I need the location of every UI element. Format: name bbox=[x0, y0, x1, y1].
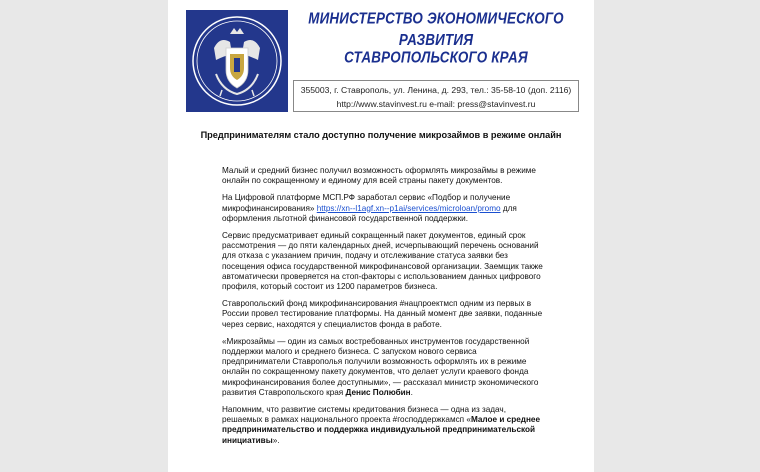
document-page bbox=[168, 0, 594, 472]
ministry-name-line1: МИНИСТЕРСТВО ЭКОНОМИЧЕСКОГО РАЗВИТИЯ bbox=[308, 9, 564, 49]
article-title: Предпринимателям стало доступно получение микрозаймов в режиме онлайн bbox=[200, 130, 562, 140]
minister-name: Денис Полюбин bbox=[345, 387, 411, 397]
paragraph bbox=[222, 193, 547, 224]
contacts-line: http://www.stavinvest.ru e-mail: press@stavinvest.ru bbox=[336, 99, 536, 109]
address-box bbox=[293, 80, 579, 112]
coat-of-arms-emblem bbox=[186, 10, 288, 112]
paragraph-text: ». bbox=[272, 435, 280, 445]
letterhead bbox=[186, 10, 579, 110]
paragraph: Ставропольский фонд микрофинансирования #нацпроектмсп одним из первых в России провел тестирование платформы. На данный момент две заявки, поданные через сервис, находятся у специалистов фонда в работе. bbox=[222, 299, 543, 329]
paragraph-text: На Цифровой платформе МСП.РФ заработал сервис «Подбор и получение микрофинансирования» bbox=[222, 193, 511, 213]
address-line: 355003, г. Ставрополь, ул. Ленина, д. 293, тел.: 35-58-10 (доп. 2116) bbox=[300, 85, 572, 95]
paragraph-text: Напомним, что развитие системы кредитования бизнеса — одна из задач, решаемых в рамках национального проекта #господдержкамсп « bbox=[222, 405, 506, 425]
project-name: Малое и среднее предпринимательство и поддержка индивидуальной предпринимательской инициативы bbox=[222, 415, 540, 445]
article-body bbox=[222, 166, 547, 453]
ministry-name-line2: СТАВРОПОЛЬСКОГО КРАЯ bbox=[344, 48, 528, 67]
paragraph: Малый и средний бизнес получил возможность оформлять микрозаймы в режиме онлайн по сокращенному и единому для всей страны пакету документов. bbox=[222, 166, 536, 186]
paragraph: Сервис предусматривает единый сокращенный пакет документов, единый срок рассмотрения — до пяти календарных дней, исчерпывающий перечень оснований для отказа с указанием причин, подачу и отслеживание статуса заявки без посещения офиса государственной микрофинансовой организации. Заемщик также автоматически проверяется на стоп-факторы с использованием данных цифрового профиля, который состоит из 1200 параметров бизнеса. bbox=[222, 231, 543, 292]
paragraph-text: для оформления льготной финансовой государственной поддержки. bbox=[222, 203, 517, 223]
paragraph-text: . bbox=[410, 387, 413, 397]
coat-of-arms-icon bbox=[186, 10, 288, 112]
paragraph bbox=[222, 405, 547, 446]
ministry-title bbox=[293, 10, 579, 67]
paragraph-text: «Микрозаймы — один из самых востребованных инструментов государственной поддержки малого и среднего бизнеса. С запуском нового сервиса предприниматели Ставрополья получили возможность оформлять их в режиме онлайн по сокращенному пакету документов, что делает услуги краевого фонда микрофинансирования более доступными», — рассказал министр экономического развития Ставропольского края bbox=[222, 336, 539, 397]
microloan-link[interactable]: https://xn--l1agf.xn--p1ai/services/microloan/promo bbox=[316, 203, 501, 213]
paragraph bbox=[222, 337, 547, 398]
